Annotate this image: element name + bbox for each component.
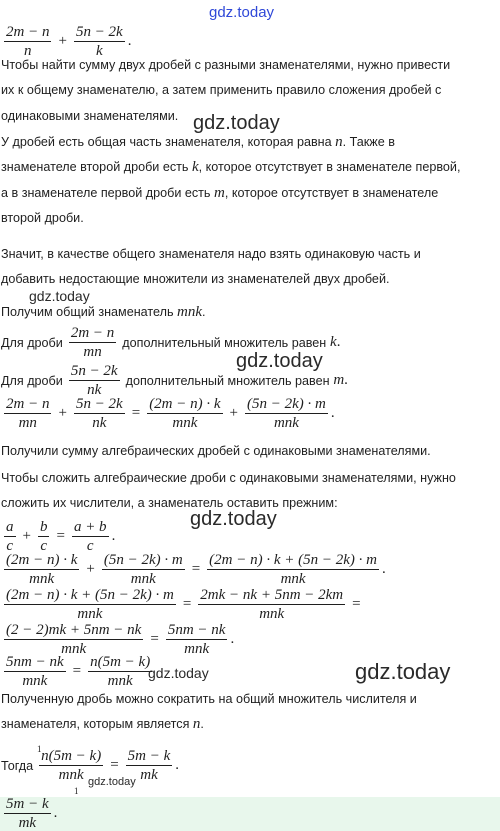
fraction xyxy=(207,552,379,587)
problem-fraction-a xyxy=(4,24,51,59)
paragraph-rule-2: сложить их числители, а знаменатель оставить прежним: xyxy=(1,496,338,510)
fraction-numerator: (2m − n) · k + (5n − 2k) · m xyxy=(6,587,174,603)
paragraph-reduce-1: Полученную дробь можно сократить на общий множитель числителя и xyxy=(1,692,417,706)
fraction-numerator: b xyxy=(39,519,48,535)
fraction-2m-n-mn xyxy=(69,325,116,360)
fraction-denominator: mk xyxy=(18,815,37,831)
fraction xyxy=(102,552,185,587)
fraction-denominator: c xyxy=(6,538,14,554)
fraction-numerator: 5n − 2k xyxy=(70,363,118,379)
fraction xyxy=(147,396,222,431)
answer-box xyxy=(0,797,500,831)
paragraph-intro-2: их к общему знаменателю, а затем применить правило сложения дробей с xyxy=(1,83,442,97)
fraction-denominator: mn xyxy=(83,344,102,360)
fraction-numerator: 5nm − nk xyxy=(6,654,64,670)
fraction-denominator: mnk xyxy=(172,415,198,431)
paragraph-common-1: У дробей есть общая часть знаменателя, которая равна n. Также в xyxy=(1,134,395,150)
fraction-numerator: a + b xyxy=(73,519,107,535)
fraction-denominator: mnk xyxy=(259,606,285,622)
fraction xyxy=(245,396,328,431)
paragraph-common-3: а в знаменателе первой дроби есть m, которое отсутствует в знаменателе xyxy=(1,185,439,201)
paragraph-common-4: второй дроби. xyxy=(1,211,84,225)
fraction-denominator: mnk xyxy=(29,571,55,587)
fraction-numerator: n(5m − k) xyxy=(90,654,151,670)
fraction-denominator: mnk xyxy=(280,571,306,587)
problem-expression: $\frac{2m - n}{n}$ + $\frac{5n - 2k}{k}$ . xyxy=(6,24,132,59)
watermark: gdz.today xyxy=(88,776,136,788)
paragraph-common-denominator: Получим общий знаменатель mnk. xyxy=(1,304,206,320)
fraction-denominator: mnk xyxy=(273,415,299,431)
cancel-mark-top: 1 xyxy=(37,744,42,754)
equation-simplify: $\frac{(2 - 2)mk + 5nm - nk}{\text{mnk}}$ = $\frac{5nm - nk}{\text{mnk}}$ . xyxy=(6,622,235,657)
fraction-numerator: (2m − n) · k xyxy=(6,552,78,568)
fraction xyxy=(166,622,228,657)
watermark: gdz.today xyxy=(193,112,280,134)
fraction-denominator: mnk xyxy=(107,673,133,689)
watermark: gdz.today xyxy=(148,665,209,681)
fraction-numerator: 2m − n xyxy=(6,396,50,412)
paragraph-rule-1: Чтобы сложить алгебраические дроби с одинаковыми знаменателями, нужно xyxy=(1,471,456,485)
watermark: gdz.today xyxy=(355,659,451,684)
fraction-denominator: nk xyxy=(92,415,107,431)
equation-cancel: Тогда $\frac{n(5m - k)}{\text{mnk}}$ = $\frac{5m - k}{mk}$ . xyxy=(1,748,180,783)
fraction-denominator: k xyxy=(95,43,103,59)
fraction-numerator: 5nm − nk xyxy=(167,622,226,638)
fraction xyxy=(88,654,152,689)
fraction xyxy=(4,622,143,657)
fraction-numerator: 5m − k xyxy=(127,748,171,764)
fraction-denominator: n xyxy=(23,43,32,59)
fraction-numerator: a xyxy=(6,519,14,535)
fraction-denominator: c xyxy=(86,538,94,554)
fraction-numerator: 5n − 2k xyxy=(75,396,123,412)
fraction-numerator: (2m − n) · k xyxy=(149,396,221,412)
fraction-denominator: nk xyxy=(87,382,102,398)
paragraph-reduce-2: знаменателя, которым является n. xyxy=(1,716,204,732)
watermark: gdz.today xyxy=(29,288,90,304)
fraction-denominator: mnk xyxy=(130,571,156,587)
fraction xyxy=(4,396,51,431)
paragraph-common-2: знаменателе второй дроби есть k, которое отсутствует в знаменателе первой, xyxy=(1,159,461,175)
fraction-denominator: mnk xyxy=(22,673,48,689)
fraction xyxy=(4,587,176,622)
fraction xyxy=(38,519,50,554)
fraction-numerator: n(5m − k) xyxy=(41,748,102,764)
fraction xyxy=(72,519,109,554)
fraction-denominator: mnk xyxy=(61,641,87,657)
paragraph-therefore-1: Значит, в качестве общего знаменателя надо взять одинаковую часть и xyxy=(1,247,421,261)
fraction xyxy=(74,396,125,431)
fraction-5n-2k-nk xyxy=(69,363,120,398)
fraction-numerator: (5n − 2k) · m xyxy=(103,552,183,568)
fraction xyxy=(198,587,345,622)
watermark: gdz.today xyxy=(236,350,323,372)
fraction-numerator: 5n − 2k xyxy=(75,24,123,40)
rule-expression: $\frac{a}{c}$ + $\frac{b}{c}$ = $\frac{a + b}{c}$ . xyxy=(6,519,116,554)
fraction xyxy=(4,654,66,689)
fraction-numerator: (5n − 2k) · m xyxy=(247,396,326,412)
answer-expression: $\frac{5m - k}{mk}$ . xyxy=(6,796,58,831)
fraction xyxy=(4,519,16,554)
fraction-numerator: (2 − 2)mk + 5nm − nk xyxy=(6,622,142,638)
fraction xyxy=(4,796,51,831)
extra-factor-line-1: Для дроби $\frac{2m - n}{mn}$ дополнительный множитель равен k . xyxy=(1,325,341,360)
paragraph-therefore-2: добавить недостающие множители из знаменателей двух дробей. xyxy=(1,272,390,286)
fraction-numerator: 2m − n xyxy=(6,24,50,40)
equation-factor: $\frac{5nm - nk}{\text{mnk}}$ = $\frac{n(5m - k)}{\text{mnk}}$ xyxy=(6,654,151,689)
fraction-numerator: 2m − n xyxy=(70,325,115,341)
paragraph-intro-3: одинаковыми знаменателями. xyxy=(1,109,179,123)
fraction-denominator: mnk xyxy=(184,641,210,657)
fraction xyxy=(4,552,79,587)
fraction-denominator: mnk xyxy=(77,606,103,622)
cancel-mark-bottom: 1 xyxy=(74,786,79,796)
fraction-denominator: mn xyxy=(18,415,37,431)
watermark-top: gdz.today xyxy=(209,4,275,21)
equation-common-denominator: $\frac{2m - n}{mn}$ + $\frac{5n - 2k}{nk}$ = $\frac{(2m - n) \cdot k}{\text{mnk}}$ + $\frac{(5n - 2k) \cdot m}{\text{mnk}}$ . xyxy=(6,396,335,431)
equation-expand: $\frac{(2m - n) \cdot k + (5n - 2k) \cdot m}{\text{mnk}}$ = $\frac{2mk - nk + 5nm - 2km}{\text{mnk}}$ = xyxy=(6,587,361,622)
paragraph-intro-1: Чтобы найти сумму двух дробей с разными знаменателями, нужно привести xyxy=(1,58,451,72)
fraction-numerator: 2mk − nk + 5nm − 2km xyxy=(200,587,344,603)
fraction-denominator: c xyxy=(40,538,48,554)
fraction-numerator: 5m − k xyxy=(6,796,49,812)
fraction-denominator: mk xyxy=(140,767,158,783)
problem-fraction-b xyxy=(74,24,125,59)
equation-add-numerators: $\frac{(2m - n) \cdot k}{\text{mnk}}$ + $\frac{(5n - 2k) \cdot m}{\text{mnk}}$ = $\frac{(2m - n) \cdot k + (5n - 2k) \cdot m}{\text{mnk}}$ . xyxy=(6,552,386,587)
fraction-numerator: (2m − n) · k + (5n − 2k) · m xyxy=(209,552,377,568)
extra-factor-line-2: Для дроби $\frac{5n - 2k}{nk}$ дополнительный множитель равен m . xyxy=(1,363,348,398)
fraction-denominator: mnk xyxy=(58,767,84,783)
watermark: gdz.today xyxy=(190,508,277,530)
paragraph-result-same-denominator: Получили сумму алгебраических дробей с одинаковыми знаменателями. xyxy=(1,444,431,458)
